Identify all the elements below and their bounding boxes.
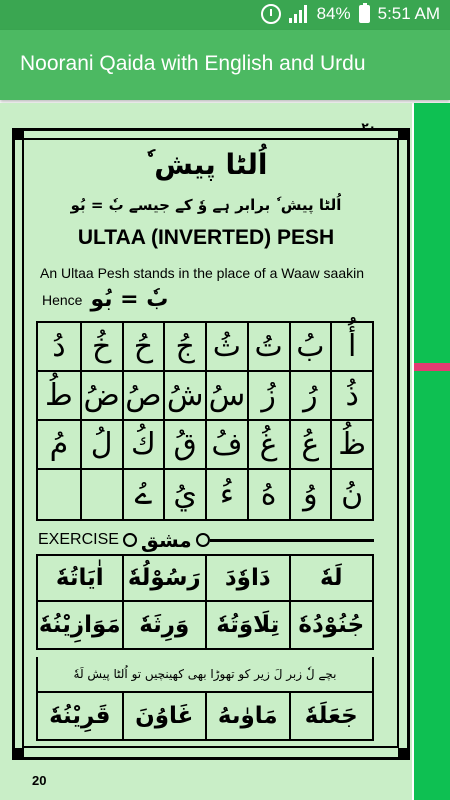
letter-grid (36, 321, 374, 521)
letter-cell: ذُ (330, 372, 372, 421)
ornament-icon (123, 533, 137, 547)
hence-label: Hence (42, 291, 83, 308)
exercise-word: مَاوٰىهُ (205, 693, 289, 739)
exercise-label: EXERCISE (38, 531, 119, 548)
letter-cell: ضُ (80, 372, 122, 421)
letter-cell: كُ (122, 421, 164, 470)
letter-cell: فُ (205, 421, 247, 470)
letter-cell: جُ (163, 323, 205, 372)
letter-cell: سُ (205, 372, 247, 421)
letter-cell: حُ (122, 323, 164, 372)
ornament-divider (210, 533, 374, 547)
letter-cell: قُ (163, 421, 205, 470)
corner-ornament (12, 128, 24, 140)
letter-cell: نُ (330, 470, 372, 519)
battery-icon (359, 5, 370, 23)
exercise-words-grid-bottom (36, 691, 374, 741)
exercise-word: دَاوٗدَ (205, 556, 289, 602)
letter-cell: زُ (247, 372, 289, 421)
letter-cell: عُ (289, 421, 331, 470)
hence-formula: بٗ = بُو (90, 287, 169, 312)
letter-cell: ظُ (330, 421, 372, 470)
lesson-title-english: ULTAA (INVERTED) PESH (77, 226, 335, 249)
ornament-icon (196, 533, 210, 547)
app-bar (0, 30, 450, 100)
letter-cell: تُ (247, 323, 289, 372)
exercise-word: اٰيَاتُهٗ (38, 556, 122, 602)
letter-cell: لُ (80, 421, 122, 470)
corner-ornament (12, 748, 24, 760)
letter-cell (38, 470, 80, 519)
corner-ornament (398, 128, 410, 140)
lesson-description: An Ultaa Pesh stands in the place of a Waaw saakin (40, 265, 364, 281)
scroll-position-marker[interactable] (414, 363, 450, 371)
corner-ornament (398, 748, 410, 760)
letter-cell (80, 470, 122, 519)
letter-cell: غُ (247, 421, 289, 470)
exercise-word: غَاوُنَ (122, 693, 206, 739)
exercise-word: رَسُوْلُهٗ (122, 556, 206, 602)
exercise-word: تِلَاوَتُهٗ (205, 602, 289, 648)
status-icons (261, 4, 440, 24)
exercise-word: جَعَلَهٗ (289, 693, 373, 739)
page-scroll-strip[interactable] (414, 103, 450, 800)
exercise-word: وَرِثَهٗ (122, 602, 206, 648)
exercise-words-grid (36, 554, 374, 650)
signal-icon (289, 5, 309, 23)
letter-cell: خُ (80, 323, 122, 372)
exercise-word: لَهٗ (289, 556, 373, 602)
exercise-header (38, 526, 374, 554)
letter-cell: شُ (163, 372, 205, 421)
clock: 5:51 AM (377, 4, 440, 23)
letter-cell: طُ (38, 372, 80, 421)
letter-cell: بُ (289, 323, 331, 372)
lesson-heading-urdu: اُلٹا پیش ٗ (144, 148, 268, 181)
status-bar (0, 0, 450, 30)
page-number-urdu: ۲۰ (361, 120, 376, 134)
instruction-note-urdu: بچے لٗ زبر لَ زیر کو تھوڑا بھی کھینچیں تو اُلٹا پیش لَهٗ (36, 657, 374, 691)
letter-cell: ءُ (205, 470, 247, 519)
letter-cell: هُ (247, 470, 289, 519)
battery-percent: 84% (316, 4, 351, 23)
letter-cell: وُ (289, 470, 331, 519)
exercise-label-urdu: مشق (140, 528, 192, 552)
letter-cell: دُ (38, 323, 80, 372)
letter-cell: رُ (289, 372, 331, 421)
exercise-word: جُنُوْدُهٗ (289, 602, 373, 648)
qaida-page[interactable] (0, 103, 412, 800)
app-title: Noorani Qaida with English and Urdu (20, 52, 366, 75)
letter-cell: ثُ (205, 323, 247, 372)
hence-line (42, 287, 168, 312)
letter-cell: يُ (163, 470, 205, 519)
page-number: 20 (32, 773, 47, 788)
lesson-subheading-urdu: اُلٹا پیش ٗ برابر ہے وٗ کے جیسے بٗ = بُو (70, 196, 342, 214)
letter-cell: ےُ (122, 470, 164, 519)
letter-cell: صُ (122, 372, 164, 421)
exercise-word: مَوَازِيْنُهٗ (38, 612, 121, 638)
letter-cell: مُ (38, 421, 80, 470)
letter-cell: أُ (330, 323, 372, 372)
exercise-word: قَرِيْنُهٗ (49, 703, 111, 729)
alarm-icon (261, 4, 281, 24)
